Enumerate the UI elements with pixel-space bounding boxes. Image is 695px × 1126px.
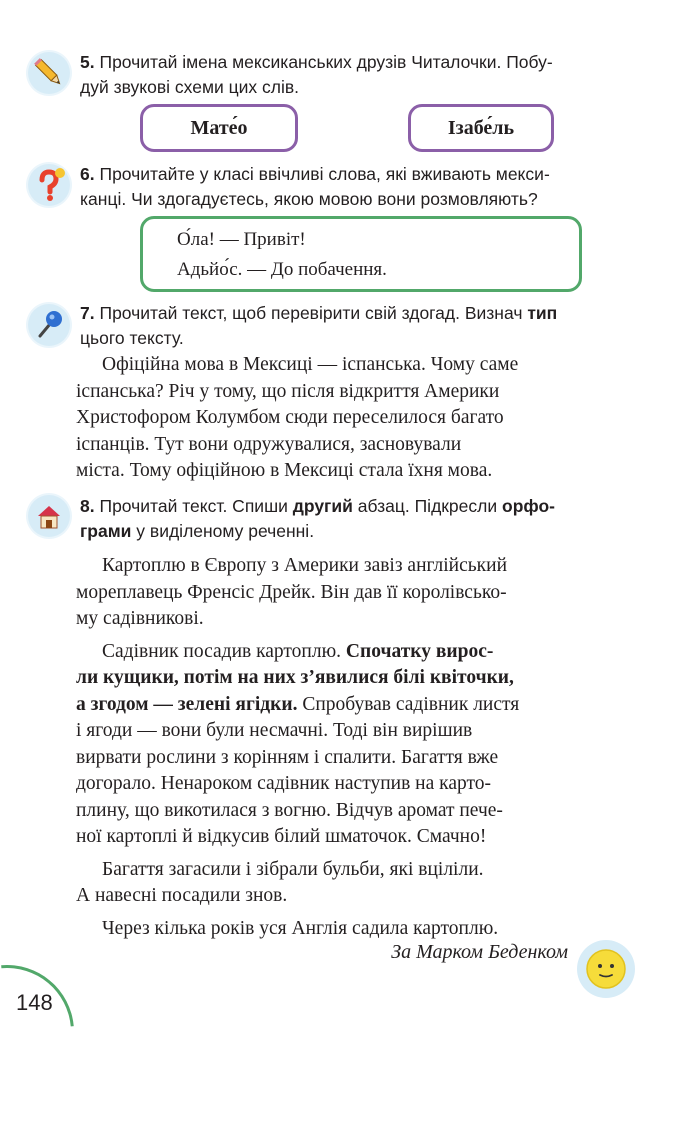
text-line: Спробував садівник листя (297, 693, 520, 715)
task-6 (80, 162, 640, 212)
task-5 (80, 50, 640, 100)
text-line: Садівник посадив картоплю. (102, 640, 346, 662)
name-card-mateo (140, 104, 298, 152)
text-line: Картоплю в Європу з Америки завіз англійський (102, 555, 508, 576)
text-line: іспанців. Тут вони одружувалися, засновували (76, 433, 462, 455)
task-number: 8. (80, 496, 95, 516)
task-text: канці. Чи здогадуєтесь, якою мовою вони розмовляють? (80, 189, 538, 209)
task-text: Прочитай імена мексиканських друзів Читалочки. Побу- (99, 52, 553, 72)
task-number: 6. (80, 164, 95, 184)
greeting-line: О́ла! — Привіт! (177, 229, 306, 250)
task-keyword: грами (80, 521, 132, 541)
task-keyword: тип (527, 303, 558, 323)
task-text: Прочитай текст, щоб перевірити свій здогад. Визнач (99, 303, 528, 323)
text-task-7 (76, 352, 637, 485)
text-line: догорало. Ненароком садівник наступив на карто- (76, 773, 491, 794)
task-text: Прочитайте у класі ввічливі слова, які вживають мекси- (99, 164, 550, 184)
task-text: у виділеному реченні. (131, 521, 315, 541)
task-keyword: орфо- (502, 496, 555, 516)
microphone-icon (28, 304, 70, 346)
task-7 (80, 301, 640, 351)
question-mark-icon (28, 164, 70, 206)
text-line: мореплавець Френсіс Дрейк. Він дав її королівсько- (76, 581, 507, 603)
text-line: му садівникові. (76, 608, 204, 629)
text-line: А навесні посадили знов. (76, 885, 288, 906)
task-text: абзац. Підкресли (352, 496, 502, 516)
greeting-line: Адьйо́с. — До побачення. (177, 259, 387, 280)
text-line: іспанська? Річ у тому, що після відкриття Америки (76, 380, 500, 402)
text-line: плину, що викотилася з вогню. Відчув аромат пече- (76, 799, 503, 821)
task-text: Прочитай текст. Спиши (99, 496, 293, 516)
name-label: Ізабе́ль (447, 117, 515, 139)
task-8 (80, 494, 640, 544)
name-label: Мате́о (190, 117, 248, 139)
task-number: 5. (80, 52, 95, 72)
page-number: 148 (16, 990, 53, 1015)
pencil-icon (28, 52, 70, 94)
text-line: Через кілька років уся Англія садила картоплю. (102, 917, 499, 939)
text-line: ної картоплі й відкусив білий шматочок. Смачно! (76, 826, 487, 847)
story-text (76, 553, 637, 942)
author-credit: За Марком Беденком (391, 941, 568, 963)
highlighted-sentence: ли кущики, потім на них з’явилися білі квіточки, (76, 667, 514, 688)
text-line: вирвати рослини з корінням і спалити. Багаття вже (76, 746, 499, 768)
name-card-isabel (408, 104, 554, 152)
task-keyword: другий (292, 496, 353, 516)
text-line: Офіційна мова в Мексиці — іспанська. Чому саме (102, 354, 519, 375)
greetings-box (140, 216, 582, 292)
text-line: міста. Тому офіційною в Мексиці стала їхня мова. (76, 460, 493, 481)
highlighted-sentence: Спочатку вирос- (345, 640, 494, 662)
house-icon (28, 495, 70, 537)
text-line: і ягоди — вони були несмачні. Тоді він вирішив (76, 720, 473, 741)
text-line: Христофором Колумбом сюди переселилося багато (76, 407, 504, 428)
page-corner-arc (0, 938, 101, 1126)
task-number: 7. (80, 303, 95, 323)
smiley-icon (577, 940, 635, 998)
highlighted-sentence: а згодом — зелені ягідки. (76, 693, 298, 715)
task-text: цього тексту. (80, 328, 184, 348)
text-line: Багаття загасили і зібрали бульби, які вціліли. (102, 858, 484, 880)
task-text: дуй звукові схеми цих слів. (80, 77, 300, 97)
